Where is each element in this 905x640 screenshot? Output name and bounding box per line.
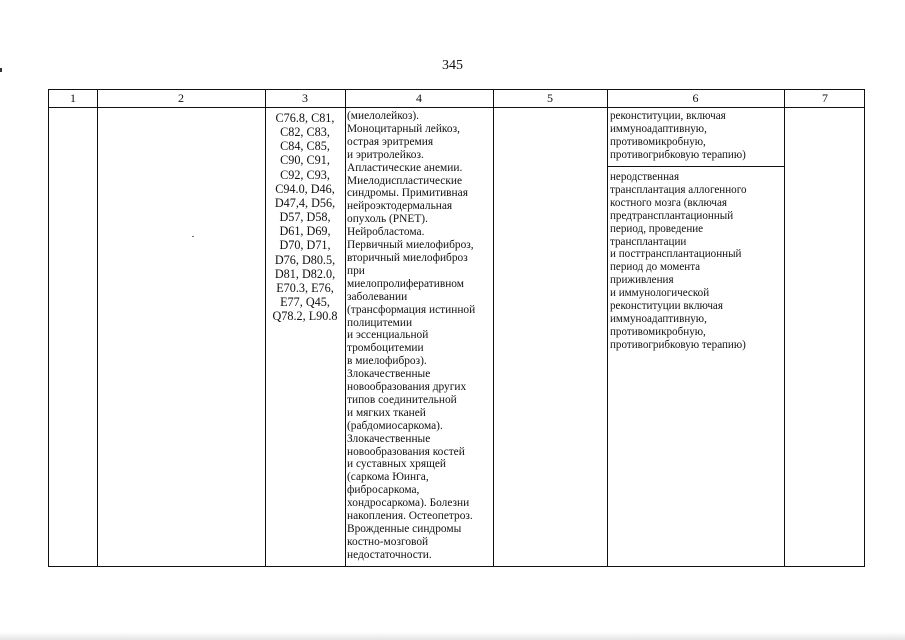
header-col-5: 5 (547, 91, 553, 105)
header-col-6: 6 (692, 91, 699, 105)
column-divider (607, 90, 608, 566)
icd-codes-cell: C76.8, C81, C82, C83, C84, C85, C90, C91, C92, C93, C94.0, D46, D47,4, D56, D57, D58, D61, D69, D70, D71, D76, D80.5, D81, D82.0, E70.3, E76, E77, Q45, Q78.2, L90.8 (272, 111, 338, 324)
column-divider (784, 90, 785, 566)
header-col-4: 4 (416, 91, 422, 105)
header-col-7: 7 (822, 91, 828, 105)
column-divider (97, 90, 98, 566)
header-divider (49, 107, 864, 108)
column-divider (345, 90, 346, 566)
treatment-subrow-divider (607, 166, 784, 167)
medical-care-table (48, 89, 865, 567)
scan-bottom-shadow (0, 632, 905, 640)
header-col-1: 1 (70, 91, 76, 105)
header-col-3: 3 (302, 91, 308, 105)
header-col-2: 2 (178, 91, 184, 105)
diagnosis-cell: (миелолейкоз). Моноцитарный лейкоз, острая эритремия и эритролейкоз. Апластические анемии. Миелодиспластические синдромы. Примитивная нейроэктодермальная опухоль (PNET). Нейробластома. Первичный миелофиброз, вторичный миелофиброз при миелопролиферативном заболевании (трансформация истинной полицитемии и эссенциальной тромбоцитемии в миелофиброз). Злокачественные новообразования других типов соединительной и мягких тканей (рабдомиосаркома). Злокачественные новообразования костей и суставных хрящей (саркома Юинга, фибросаркома, хондросаркома). Болезни накопления. Остеопетроз. Врожденные синдромы костно-мозговой недостаточности. (347, 110, 476, 561)
column-divider (493, 90, 494, 566)
treatment-cell-top: реконституции, включая иммуноадаптивную, противомикробную, противогрибковую терапию) (610, 110, 746, 161)
page-number: 345 (442, 58, 463, 73)
treatment-cell-bottom: неродственная трансплантация аллогенного костного мозга (включая предтрансплантационный период, проведение трансплантации и посттрансплантационный период до момента приживления и иммунологической реконституции включая иммуноадаптивную, противомикробную, противогрибковую терапию) (610, 171, 747, 351)
